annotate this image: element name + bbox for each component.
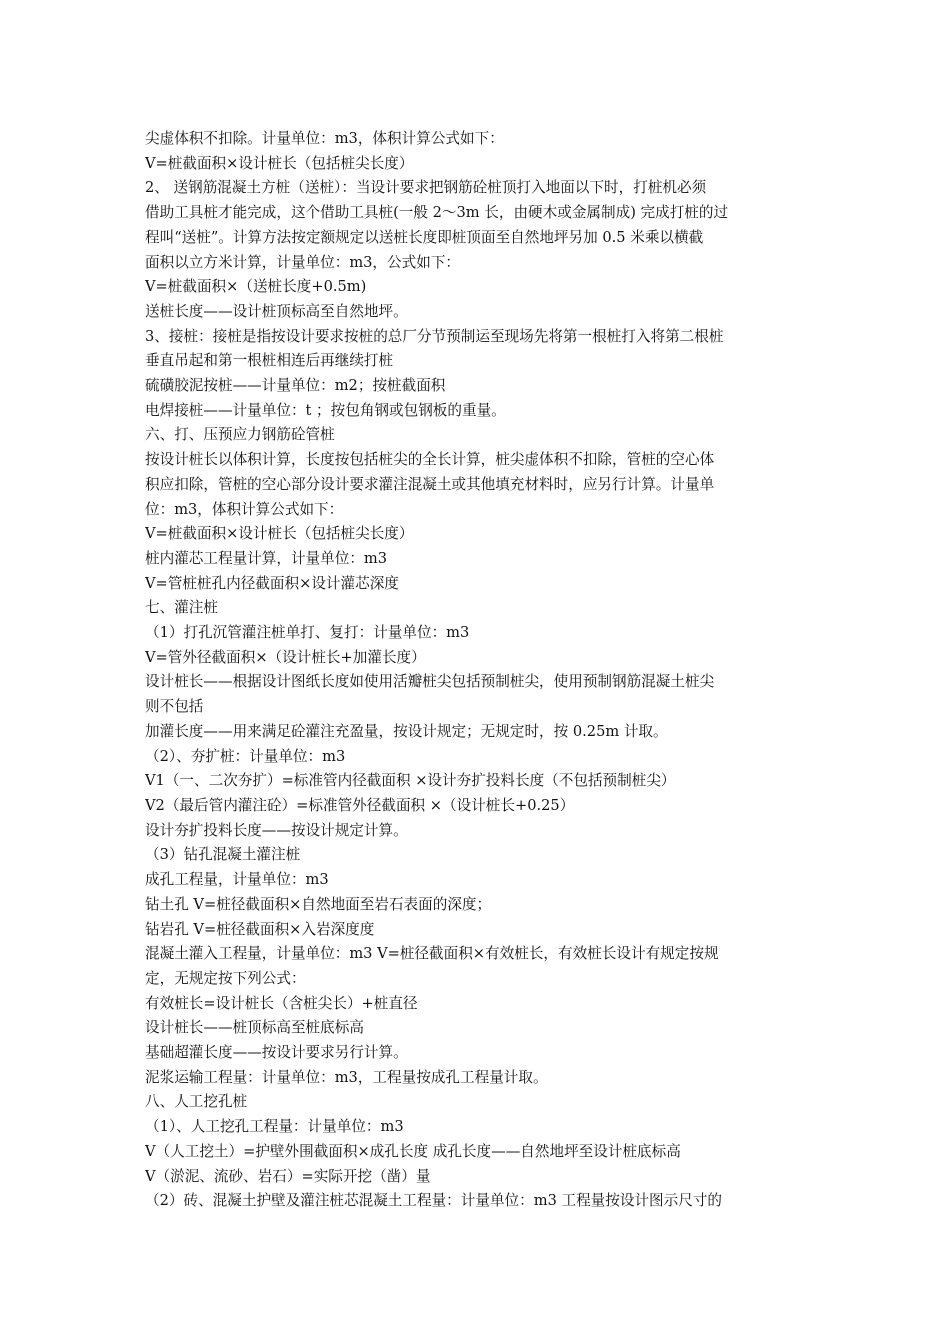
text-line: 六、打、压预应力钢筋砼管桩 [145,426,335,444]
text-line: 2、 送钢筋混凝土方桩（送桩）：当设计要求把钢筋砼桩顶打入地面以下时，打桩机必须 [145,179,707,197]
text-line: 尖虚体积不扣除。计量单位：m3，体积计算公式如下： [145,130,504,147]
text-line: （3）钻孔混凝土灌注桩 [145,846,301,864]
text-line: 钻土孔 V=桩径截面积×自然地面至岩石表面的深度； [145,895,492,913]
text-line: 按设计桩长以体积计算，长度按包括桩尖的全长计算，桩尖虚体积不扣除，管桩的空心体 [145,451,715,469]
document-body [145,127,815,1214]
text-line: 成孔工程量，计量单位：m3 [145,871,329,889]
text-line: V=桩截面积×设计桩长（包括桩尖长度） [145,525,414,543]
text-line: （2）、夯扩桩：计量单位：m3 [145,747,346,765]
text-line: 电焊接桩——计量单位：t ；按包角钢或包钢板的重量。 [145,401,506,419]
text-line: V=桩截面积×设计桩长（包括桩尖长度） [145,154,414,172]
text-line: V（人工挖土）=护壁外围截面积×成孔长度 成孔长度——自然地坪至设计桩底标高 [145,1142,681,1160]
text-line: V2（最后管内灌注砼）=标准管外径截面积 ×（设计桩长+0.25） [145,796,575,814]
text-line: 定，无规定按下列公式： [145,969,306,987]
text-line: 送桩长度——设计桩顶标高至自然地坪。 [145,302,408,320]
text-line: 硫磺胶泥按桩——计量单位：m2；按桩截面积 [145,377,446,395]
text-line: 设计桩长——桩顶标高至桩底标高 [145,1019,364,1037]
text-line: V1（一、二次夯扩）=标准管内径截面积 ×设计夯扩投料长度（不包括预制桩尖） [145,772,676,790]
text-line: （2）砖、混凝土护壁及灌注桩芯混凝土工程量：计量单位：m3 工程量按设计图示尺寸的 [145,1192,723,1210]
text-line: （1）打孔沉管灌注桩单打、复打：计量单位：m3 [145,624,470,642]
text-line: 有效桩长=设计桩长（含桩尖长）+桩直径 [145,994,418,1012]
text-line: 面积以立方米计算，计量单位：m3，公式如下： [145,253,461,271]
text-line: 七、灌注桩 [145,599,218,617]
text-line: 加灌长度——用来满足砼灌注充盈量，按设计规定；无规定时，按 0.25m 计取。 [145,722,668,740]
text-line: 程叫“送桩”。计算方法按定额规定以送桩长度即桩顶面至自然地坪另加 0.5 米乘以横截 [145,228,704,246]
text-line: 混凝土灌入工程量，计量单位：m3 V=桩径截面积×有效桩长，有效桩长设计有规定按规 [145,945,719,963]
text-line: 钻岩孔 V=桩径截面积×入岩深度度 [145,920,375,938]
text-line: 借助工具桩才能完成，这个借助工具桩(一般 2～3m 长，由硬木或金属制成) 完成打桩的过 [145,204,729,222]
text-line: 设计夯扩投料长度——按设计规定计算。 [145,821,408,839]
text-line: V（淤泥、流砂、岩石）=实际开挖（凿）量 [145,1167,431,1185]
text-line: 桩内灌芯工程量计算，计量单位：m3 [145,549,388,567]
text-line: 3、接桩：接桩是指按设计要求按桩的总厂分节预制运至现场先将第一根桩打入将第二根桩 [145,327,724,345]
text-line: 积应扣除，管桩的空心部分设计要求灌注混凝土或其他填充材料时，应另行计算。计量单 [145,475,715,493]
text-line: V=桩截面积×（送桩长度+0.5m) [145,278,367,296]
text-line: V=管桩桩孔内径截面积×设计灌芯深度 [145,574,399,592]
text-line: （1）、人工挖孔工程量：计量单位：m3 [145,1118,404,1136]
text-line: 基础超灌长度——按设计要求另行计算。 [145,1044,408,1062]
text-line: 垂直吊起和第一根桩相连后再继续打桩 [145,352,394,370]
text-line: 则不包括 [145,698,204,716]
text-line: 位：m3，体积计算公式如下： [145,500,344,518]
text-line: 设计桩长——根据设计图纸长度如使用活瓣桩尖包括预制桩尖，使用预制钢筋混凝土桩尖 [145,673,715,691]
text-line: 八、人工挖孔桩 [145,1093,248,1111]
text-line: 泥浆运输工程量：计量单位：m3，工程量按成孔工程量计取。 [145,1068,548,1086]
text-line: V=管外径截面积×（设计桩长+加灌长度） [145,648,426,666]
